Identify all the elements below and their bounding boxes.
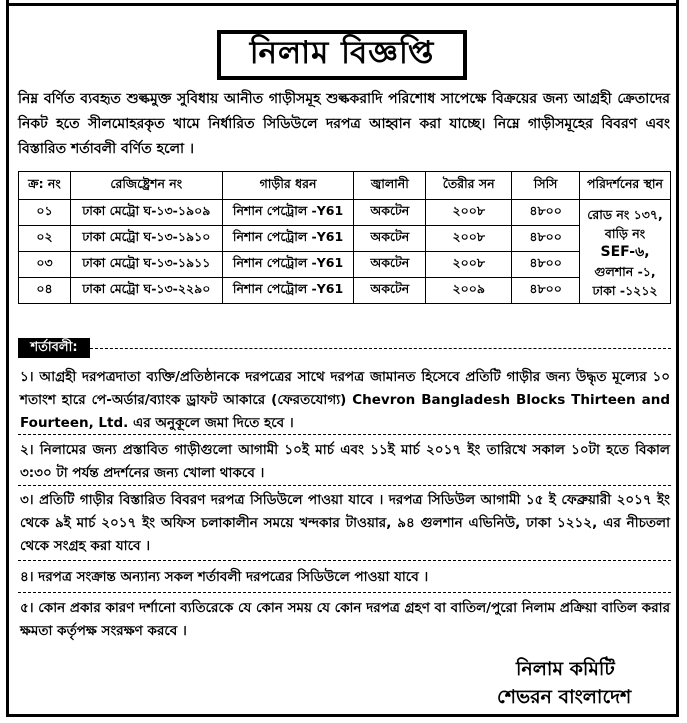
cell-registration: ঢাকা মেট্রো ঘ-১৩-১৯০৯ <box>70 200 222 226</box>
header-cc: সিসি <box>512 172 580 200</box>
cell-inspection-place <box>580 200 671 304</box>
term-item-4: ৪। দরপত্র সংক্রান্ত অন্যান্য সকল শর্তাবলী দরপত্রের সিডিউলে পাওয়া যাবে । <box>20 569 429 585</box>
intro-paragraph: নিম্ন বর্ণিত ব্যবহৃত শুল্কমুক্ত সুবিধায় আনীত গাড়ীসমূহ শুল্ককরাদি পরিশোধ সাপেক্ষে বিক্রয়ের জন্য আগ্রহী ক্রেতাদের নিকট হতে সীলমোহরকৃত খামে নির্ধারিত সিডিউলে দরপত্র আহ্বান করা যাচ্ছে। নিম্নে গাড়ীসমূহের বিবরণ এবং বিস্তারিত শর্তাবলী বর্ণিত হলো । <box>18 91 670 157</box>
table-header-row <box>19 172 671 200</box>
divider <box>18 485 671 486</box>
cell-fuel: অকটেন <box>354 200 426 226</box>
divider <box>18 592 671 593</box>
vehicle-table <box>18 171 671 304</box>
cell-year: ২০০৮ <box>426 252 512 278</box>
cell-cc: ৪৮০০ <box>512 278 580 304</box>
signature-committee: নিলাম কমিটি <box>516 658 615 680</box>
cell-year: ২০০৮ <box>426 200 512 226</box>
header-fuel: জ্বালানী <box>354 172 426 200</box>
cell-vehicle-type: নিশান পেট্রোল -Y61 <box>222 200 354 226</box>
cell-fuel: অকটেন <box>354 252 426 278</box>
cell-cc: ৪৮০০ <box>512 226 580 252</box>
cell-serial: ০৪ <box>19 278 71 304</box>
header-year: তৈরীর সন <box>426 172 512 200</box>
header-vehicle-type: গাড়ীর ধরন <box>222 172 354 200</box>
table-row <box>19 226 671 252</box>
cell-serial: ০২ <box>19 226 71 252</box>
cell-serial: ০৩ <box>19 252 71 278</box>
terms-divider <box>90 348 671 349</box>
cell-cc: ৪৮০০ <box>512 252 580 278</box>
header-serial: ক্র: নং <box>19 172 71 200</box>
table-row <box>19 200 671 226</box>
cell-serial: ০১ <box>19 200 71 226</box>
cell-registration: ঢাকা মেট্রো ঘ-১৩-১৯১১ <box>70 252 222 278</box>
cell-fuel: অকটেন <box>354 226 426 252</box>
location-line: রোড নং ১৩৭, <box>587 207 663 222</box>
location-line: গুলশান -১, <box>594 264 656 279</box>
divider <box>18 560 671 561</box>
cell-registration: ঢাকা মেট্রো ঘ-১৩-২২৯০ <box>70 278 222 304</box>
cell-cc: ৪৮০০ <box>512 200 580 226</box>
location-line: ঢাকা -১২১২ <box>592 283 658 298</box>
header-registration: রেজিষ্ট্রেশন নং <box>70 172 222 200</box>
table-row <box>19 252 671 278</box>
cell-registration: ঢাকা মেট্রো ঘ-১৩-১৯১০ <box>70 226 222 252</box>
cell-vehicle-type: নিশান পেট্রোল -Y61 <box>222 252 354 278</box>
location-line: বাড়ি নং <box>604 226 646 241</box>
divider <box>18 434 671 435</box>
cell-fuel: অকটেন <box>354 278 426 304</box>
terms-heading: শর্তাবলী: <box>18 338 90 358</box>
term-item-1: ১। আগ্রহী দরপত্রদাতা ব্যক্তি/প্রতিষ্ঠানকে দরপত্রের সাথে দরপত্র জামানত হিসেবে প্রতিটি গাড়ীর জন্য উদ্ধৃত মূল্যের ১০ শতাংশ হারে পে-অর্ডার/ব্যাংক ড্রাফট আকারে (ফেরতযোগ্য) Chevron Bangladesh Blocks Thirteen and Fourteen, Ltd. এর অনুকূলে জমা দিতে হবে । <box>20 369 670 431</box>
term-item-3: ৩। প্রতিটি গাড়ীর বিস্তারিত বিবরণ দরপত্র সিডিউলে পাওয়া যাবে । দরপত্র সিডিউল আগামী ১৫ ই ফেব্রুয়ারী ২০১৭ ইং থেকে ৯ই মার্চ ২০১৭ ইং অফিস চলাকালীন সময়ে খন্দকার টাওয়ার, ৯৪ গুলশান এভিনিউ, ঢাকা ১২১২, এর নীচতলা থেকে সংগ্রহ করা যাবে । <box>20 492 670 554</box>
term-item-5: ৫। কোন প্রকার কারণ দর্শানো ব্যতিরেকে যে কোন সময় যে কোন দরপত্র গ্রহণ বা বাতিল/পুরো নিলাম প্রক্রিয়া বাতিল করার ক্ষমতা কর্তৃপক্ষ সংরক্ষণ করবে । <box>20 600 670 639</box>
signature-organization: শেভরন বাংলাদেশ <box>497 686 632 708</box>
term-item-2: ২। নিলামের জন্য প্রস্তাবিত গাড়ীগুলো আগামী ১০ই মার্চ এবং ১১ই মার্চ ২০১৭ ইং তারিখে সকাল ১০টা হতে বিকাল ৩:৩০ টা পর্যন্ত প্রদর্শনের জন্য খোলা থাকবে । <box>20 442 670 481</box>
notice-title: নিলাম বিজ্ঞপ্তি <box>217 30 467 80</box>
cell-year: ২০০৮ <box>426 226 512 252</box>
cell-vehicle-type: নিশান পেট্রোল -Y61 <box>222 278 354 304</box>
table-row <box>19 278 671 304</box>
cell-year: ২০০৯ <box>426 278 512 304</box>
location-line: SEF-৬, <box>600 244 650 260</box>
header-inspection-place: পরিদর্শনের স্থান <box>580 172 671 200</box>
cell-vehicle-type: নিশান পেট্রোল -Y61 <box>222 226 354 252</box>
